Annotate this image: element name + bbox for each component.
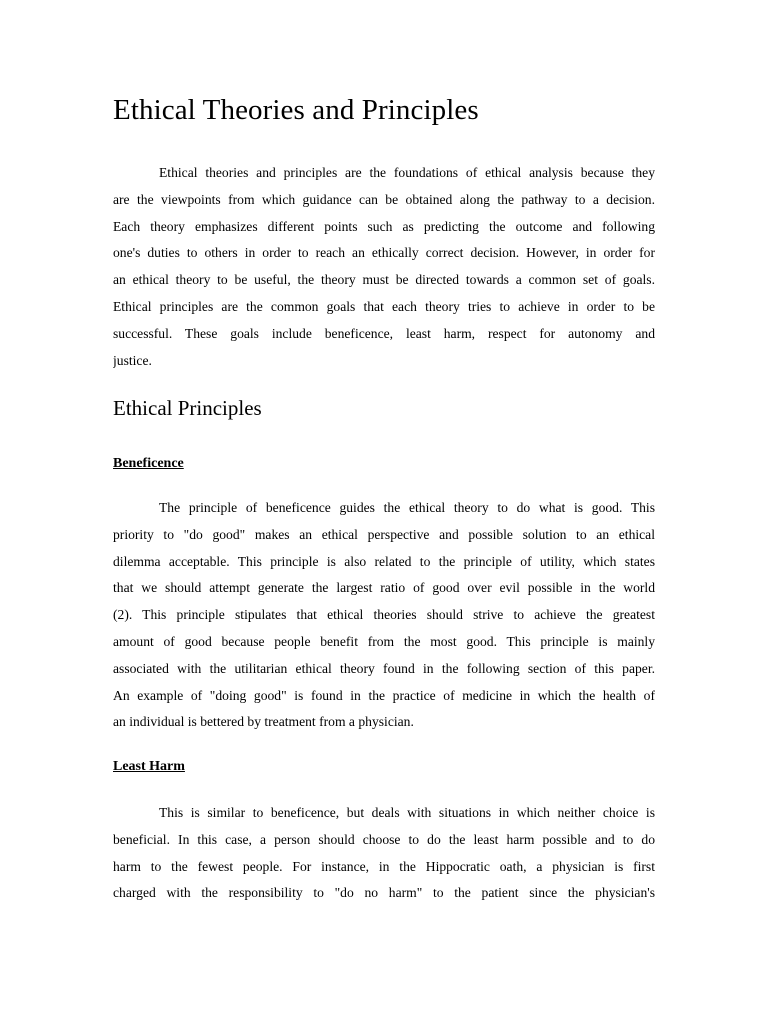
text-line: Each theory emphasizes different points such as predicting the outcome and following [113, 218, 655, 234]
beneficence-heading: Beneficence [113, 456, 184, 471]
document-title: Ethical Theories and Principles [113, 94, 479, 126]
text-line: associated with the utilitarian ethical theory found in the following section of this paper. [113, 660, 655, 676]
text-line: an individual is bettered by treatment from a physician. [113, 714, 414, 730]
text-line: Ethical principles are the common goals that each theory tries to achieve in order to be [113, 298, 655, 314]
text-line: (2). This principle stipulates that ethical theories should strive to achieve the greatest [113, 607, 655, 623]
text-line: successful. These goals include beneficence, least harm, respect for autonomy and [113, 325, 655, 341]
text-line: The principle of beneficence guides the ethical theory to do what is good. This [159, 500, 655, 515]
text-line: This is similar to beneficence, but deals with situations in which neither choice is [159, 805, 655, 820]
text-line: Ethical theories and principles are the foundations of ethical analysis because they [159, 165, 655, 180]
text-line: amount of good because people benefit from the most good. This principle is mainly [113, 633, 655, 649]
text-line: one's duties to others in order to reach an ethically correct decision. However, in order for [113, 245, 655, 261]
text-line: beneficial. In this case, a person should choose to do the least harm possible and to do [113, 831, 655, 847]
least-harm-heading: Least Harm [113, 759, 185, 774]
text-line: that we should attempt generate the largest ratio of good over evil possible in the world [113, 580, 655, 596]
section-heading: Ethical Principles [113, 396, 262, 420]
text-line: harm to the fewest people. For instance, in the Hippocratic oath, a physician is first [113, 858, 655, 874]
intro-paragraph [113, 160, 655, 374]
text-line: are the viewpoints from which guidance can be obtained along the pathway to a decision. [113, 191, 655, 207]
text-line: An example of "doing good" is found in the practice of medicine in which the health of [113, 687, 655, 703]
text-line: priority to "do good" makes an ethical perspective and possible solution to an ethical [113, 526, 655, 542]
text-line: dilemma acceptable. This principle is also related to the principle of utility, which states [113, 553, 655, 569]
text-line: an ethical theory to be useful, the theory must be directed towards a common set of goals. [113, 272, 655, 288]
least-harm-paragraph [113, 800, 655, 907]
text-line: charged with the responsibility to "do no harm" to the patient since the physician's [113, 885, 655, 901]
beneficence-paragraph [113, 495, 655, 736]
text-line: justice. [113, 352, 152, 368]
